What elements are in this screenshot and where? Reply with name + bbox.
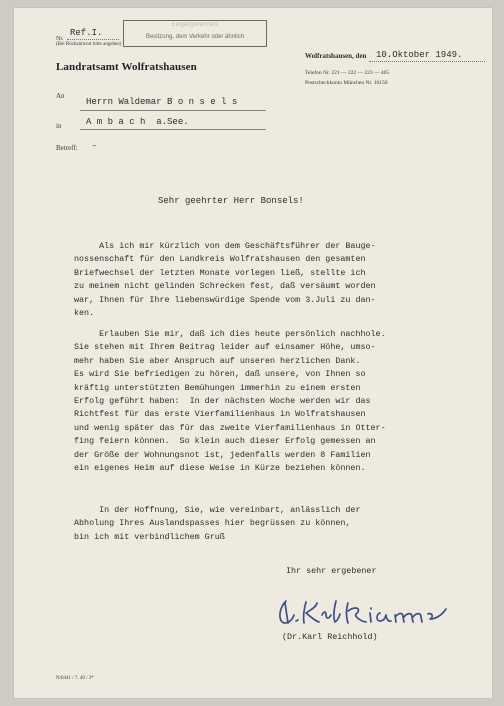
paragraph-line: bin ich mit verbindlichem Gruß: [74, 531, 225, 542]
recipient-name: Herrn Waldemar B o n s e l s: [86, 97, 238, 107]
paragraph-line: zu meinem nicht gelinden Schrecken fest, daß versäumt worden: [74, 281, 376, 292]
letter-sheet: [14, 8, 492, 698]
form-code: N/0441 / 7. 40 / 3*: [56, 676, 94, 681]
paragraph-line: kräftig unterstützten Bemühungen immerhin zu einem ersten: [74, 382, 361, 393]
sender-place: Wolfratshausen, den: [305, 52, 367, 60]
paragraph-line: Erlauben Sie mir, daß ich dies heute persönlich nachhole.: [74, 329, 386, 339]
paragraph-line: ein eigenes Heim auf diese Weise in Kürze beziehen können.: [74, 462, 366, 473]
office-name: Landratsamt Wolfratshausen: [56, 61, 197, 73]
paragraph-line: Abholung Ihres Auslandspasses hier begrüssen zu können,: [74, 518, 351, 529]
ref-value: Ref.I.: [70, 28, 103, 38]
paragraph-2: [74, 328, 492, 475]
paragraph-line: mehr haben Sie aber Anspruch auf unseren herzlichen Dank.: [74, 355, 361, 366]
paragraph-line: Erfolg geführt haben: In der nächsten Woche werden wir das: [74, 395, 371, 406]
paragraph-line: nossenschaft für den Landkreis Wolfratshausen den gesamten: [74, 254, 366, 265]
handwritten-signature: [276, 595, 452, 627]
recipient-line: [80, 110, 266, 111]
paragraph-line: der Größe der Wohnungsnot ist, jedenfalls werden 8 Familien: [74, 449, 371, 460]
to-label: An: [56, 92, 65, 100]
paragraph-line: Briefwechsel der letzten Monate vorlegen ließ, stellte ich: [74, 267, 366, 278]
paragraph-1: [74, 240, 492, 320]
subject-label: Betreff:: [56, 144, 78, 152]
letter-date: 10.Oktober 1949.: [376, 50, 463, 60]
recipient-place: A m b a c h a.See.: [86, 117, 189, 127]
postal-account: Postscheckkonto München Nr. 16150: [305, 80, 388, 86]
stamp-text: Besitzung, dem Verkehr oder ähnlich: [145, 34, 245, 40]
phone-line: Telefon Nr. 221 — 222 — 223 — 405: [305, 70, 390, 76]
closing: Ihr sehr ergebener: [286, 566, 377, 576]
paragraph-line: fing feiern können. So klein auch dieser Erfolg gemessen an: [74, 436, 376, 447]
paragraph-line: Es wird Sie befriedigen zu hören, daß unsere, von Ihnen so: [74, 369, 366, 380]
paragraph-3: [74, 504, 492, 544]
ref-line: [67, 39, 119, 40]
salutation: Sehr geehrter Herr Bonsels!: [158, 196, 304, 206]
ref-prefix: Nr.: [56, 36, 64, 42]
signer-name: (Dr.Karl Reichhold): [282, 632, 378, 642]
paragraph-line: ken.: [74, 307, 95, 318]
paragraph-line: und wenig später das für das zweite Vierfamilienhaus in Otter-: [74, 422, 386, 433]
paragraph-line: Sie stehen mit Ihrem Beitrag leider auf einsamer Höhe, umso-: [74, 342, 376, 353]
subject-value: –: [92, 142, 97, 151]
date-line: [369, 61, 485, 62]
receipt-stamp: [123, 20, 267, 47]
paragraph-line: Als ich mir kürzlich von dem Geschäftsführer der Bauge-: [74, 241, 376, 251]
reply-note: (Bei Rückantwort bitte angeben): [56, 42, 122, 47]
paragraph-line: war, Ihnen für Ihre liebenswürdige Spende vom 3.Juli zu dan-: [74, 294, 376, 305]
paragraph-line: Richtfest für das erste Vierfamilienhaus in Wolfratshausen: [74, 409, 366, 420]
in-label: in: [56, 122, 62, 130]
paragraph-line: In der Hoffnung, Sie, wie vereinbart, anlässlich der: [74, 505, 361, 515]
stamp-faded-text: Eingangsvermerk: [171, 22, 219, 28]
place-line: [80, 129, 266, 130]
